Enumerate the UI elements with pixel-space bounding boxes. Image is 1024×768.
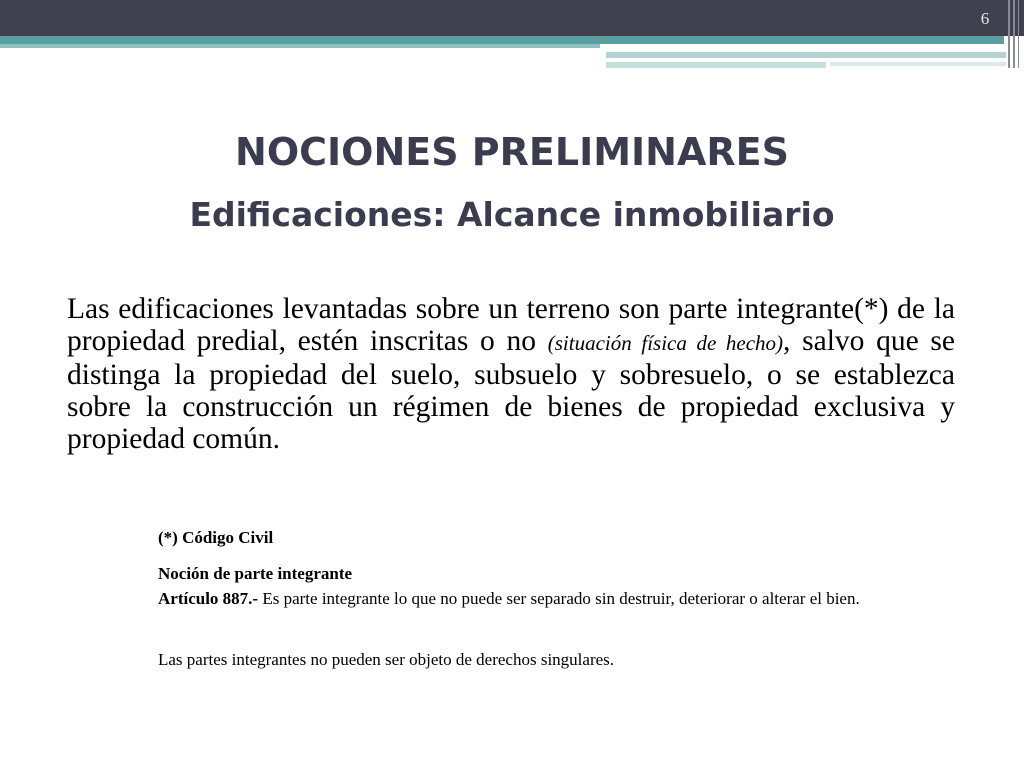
footnote-source (158, 529, 958, 547)
paragraph-italic-note: (situación física de hecho) (547, 331, 784, 355)
footnote-heading (158, 565, 958, 583)
header-decor-line (1018, 0, 1019, 68)
header-decor-line (1013, 0, 1015, 68)
header-decor-bar (606, 52, 1006, 58)
footnote-heading-label: Noción de parte integrante (158, 564, 353, 583)
footnote-article (158, 590, 958, 608)
footnote-source-label: (*) Código Civil (158, 528, 274, 547)
page-number: 6 (980, 9, 990, 28)
header-decor-bar (830, 62, 1006, 66)
paragraph-text: , salvo que se distinga la propiedad del suelo, subsuelo y sobresuelo, o se establezca sobre la construcción un régimen de bienes de propiedad exclusiva y propiedad común. (67, 325, 955, 455)
slide-subtitle: Edificaciones: Alcance inmobiliario (189, 195, 835, 234)
header-band (0, 0, 1024, 36)
header-decor-line (1008, 0, 1010, 68)
slide-title: NOCIONES PRELIMINARES (235, 130, 789, 174)
header-accent-stripe-light (0, 44, 600, 48)
article-label: Artículo 887.- (158, 589, 259, 608)
header-accent-stripe (0, 36, 1004, 44)
article-text: Es parte integrante lo que no puede ser separado sin destruir, deteriorar o alterar el bien. (258, 589, 860, 608)
header-decor-bar (606, 62, 826, 68)
footnote-second-paragraph: Las partes integrantes no pueden ser objeto de derechos singulares. (158, 650, 615, 669)
body-paragraph (67, 293, 955, 455)
paragraph-text: Las edificaciones levantadas sobre un terreno son parte integrante(*) de la propiedad predial, estén inscritas o no (67, 293, 955, 357)
